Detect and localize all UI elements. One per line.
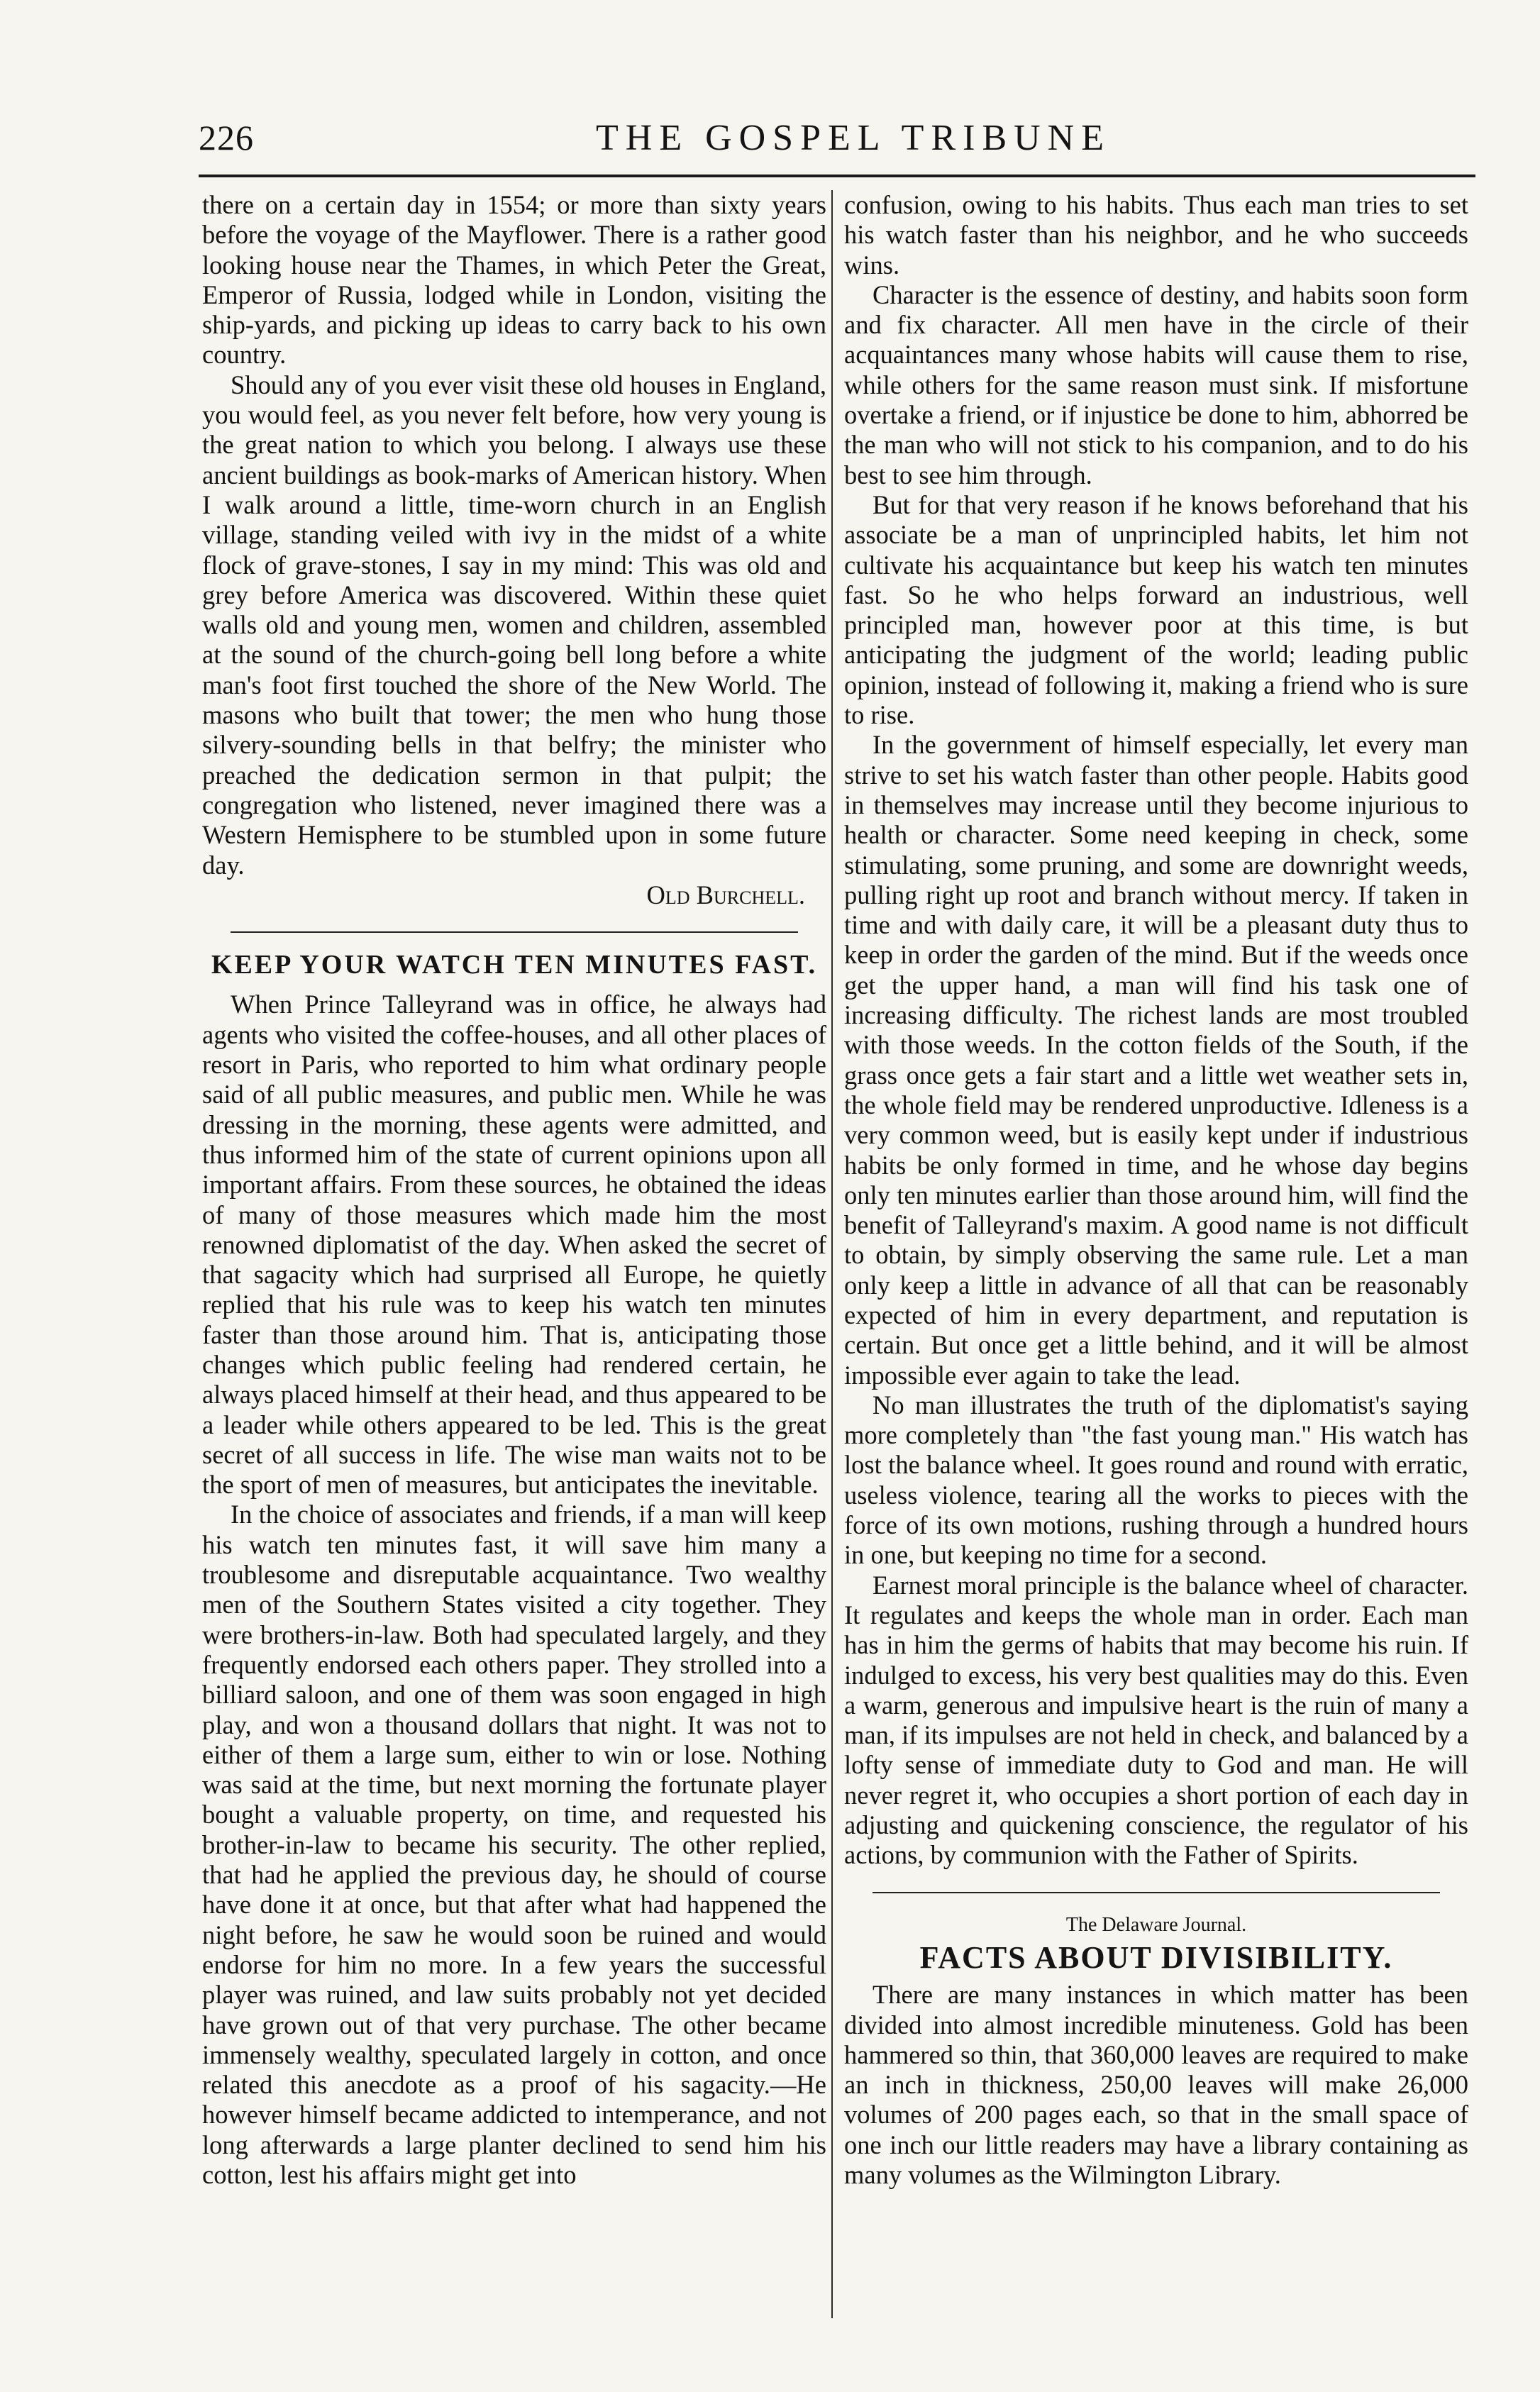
paragraph: Earnest moral principle is the balance wheel of character. It regulates and keeps the whole man in order. Each man has in him the germs of habits that may become his ruin. If indulged to excess, his very best qualities may do this. Even a warm, generous and impulsive heart is the ruin of many a man, if its impulses are not held in check, and balanced by a lofty sense of immediate duty to God and man. He will never regret it, who occupies a short portion of each day in adjusting and quickening conscience, the regulator of his actions, by communion with the Father of Spirits. — [844, 1570, 1468, 1870]
paragraph: In the choice of associates and friends, if a man will keep his watch ten minutes fast, it will save him many a troublesome and disreputable acquaintance. Two wealthy men of the Southern States visited a city together. They were brothers-in-law. Both had speculated largely, and they frequently endorsed each others paper. They strolled into a billiard saloon, and one of them was soon engaged in high play, and won a thousand dollars that night. It was not to either of them a large sum, either to win or lose. Nothing was said at the time, but next morning the fortunate player bought a valuable property, on time, and requested his brother-in-law to became his security. The other replied, that had he applied the previous day, he should of course have done it at once, but that after what had happened the night before, he saw he would soon be ruined and would endorse for him no more. In a few years the successful player was ruined, and law suits probably not yet decided have grown out of that very purchase. The other became immensely wealthy, speculated largely in cotton, and once related this anecdote as a proof of his sagacity.—He however himself became addicted to intemperance, and not long afterwards a large planter declined to send him his cotton, lest his affairs might get into — [202, 1500, 826, 2189]
article-title: FACTS ABOUT DIVISIBILITY. — [919, 1939, 1393, 1975]
paragraph: No man illustrates the truth of the diplomatist's saying more completely than "the fast young man." His watch has lost the balance wheel. It goes round and round with erratic, useless violence, tearing all the works to pieces with the force of its own motions, rushing through a hundred hours in one, but keeping no time for a second. — [844, 1390, 1468, 1570]
source-attribution: The Delaware Journal. — [1065, 1913, 1247, 1936]
left-column — [202, 190, 826, 2190]
right-column — [844, 190, 1468, 2190]
paragraph: Character is the essence of destiny, and habits soon form and fix character. All men have in the circle of their acquaintances many whose habits will cause them to rise, while others for the same reason must sink. If misfortune overtake a friend, or if injustice be done to him, abhorred be the man who will not stick to his companion, and to do his best to see him through. — [844, 279, 1468, 489]
header-rule — [199, 175, 1475, 177]
page-number: 226 — [199, 118, 254, 157]
paragraph: there on a certain day in 1554; or more than sixty years before the voyage of the Mayflower. There is a rather good looking house near the Thames, in which Peter the Great, Emperor of Russia, lodged while in London, visiting the ship-yards, and picking up ideas to carry back to his own country. — [202, 190, 826, 370]
section-divider — [873, 1892, 1440, 1893]
running-title: THE GOSPEL TRIBUNE — [596, 118, 1111, 158]
paragraph: In the government of himself especially, let every man strive to set his watch faster than other people. Habits good in themselves may increase until they become injurious to health or character. Some need keeping in check, some stimulating, some pruning, and some are downright weeds, pulling right up root and branch without mercy. If taken in time and with daily care, it will be a pleasant duty thus to keep in order the garden of the mind. But if the weeds once get the upper hand, a man will find his task one of increasing difficulty. The richest lands are most troubled with those weeds. In the cotton fields of the South, if the grass once gets a fair start and a little wet weather sets in, the whole field may be rendered unproductive. Idleness is a very common weed, but is easily kept under if industrious habits be only formed in time, and he whose day begins only ten minutes earlier than those around him, will find the benefit of Talleyrand's maxim. A good name is not difficult to obtain, by simply observing the same rule. Let a man only keep a little in advance of all that can be reasonably expected of him in every department, and reputation is certain. But once get a little behind, and it will be almost impossible ever again to take the lead. — [844, 730, 1468, 1390]
section-divider — [231, 931, 798, 933]
paragraph: confusion, owing to his habits. Thus each man tries to set his watch faster than his neighbor, and he who succeeds wins. — [844, 190, 1468, 279]
paragraph: When Prince Talleyrand was in office, he always had agents who visited the coffee-houses, and all other places of resort in Paris, who reported to him what ordinary people said of all public measures, and public men. While he was dressing in the morning, these agents were admitted, and thus informed him of the state of current opinions upon all important affairs. From these sources, he obtained the ideas of many of those measures which made him the most renowned diplomatist of the day. When asked the secret of that sagacity which had surprised all Europe, he quietly replied that his rule was to keep his watch ten minutes faster than those around him. That is, anticipating those changes which public feeling had rendered certain, he always placed himself at their head, and thus appeared to be a leader while others appeared to be led. This is the great secret of all success in life. The wise man waits not to be the sport of men of measures, but anticipates the inevitable. — [202, 990, 826, 1500]
author-signature: Old Burchell. — [646, 880, 805, 909]
page-header — [199, 117, 1475, 167]
article-title: KEEP YOUR WATCH TEN MINUTES FAST. — [211, 950, 818, 980]
column-divider — [831, 190, 833, 2318]
paragraph: Should any of you ever visit these old houses in England, you would feel, as you never felt before, how very young is the great nation to which you belong. I always use these ancient buildings as book-marks of American history. When I walk around a little, time-worn church in an English village, standing veiled with ivy in the midst of a white flock of grave-stones, I say in my mind: This was old and grey before America was discovered. Within these quiet walls old and young men, women and children, assembled at the sound of the church-going bell long before a white man's foot first touched the shore of the New World. The masons who built that tower; the men who hung those silvery-sounding bells in that belfry; the minister who preached the dedication sermon in that pulpit; the congregation who listened, never imagined there was a Western Hemisphere to be stumbled upon in some future day. — [202, 370, 826, 880]
paragraph: But for that very reason if he knows beforehand that his associate be a man of unprincipled habits, let him not cultivate his acquaintance but keep his watch ten minutes fast. So he who helps forward an industrious, well principled man, however poor at this time, is but anticipating the judgment of the world; leading public opinion, instead of following it, making a friend who is sure to rise. — [844, 489, 1468, 730]
paragraph: There are many instances in which matter has been divided into almost incredible minuteness. Gold has been hammered so thin, that 360,000 leaves are required to make an inch in thickness, 250,00 leaves will make 26,000 volumes of 200 pages each, so that in the small space of one inch our little readers may have a library containing as many volumes as the Wilmington Library. — [844, 1980, 1468, 2189]
